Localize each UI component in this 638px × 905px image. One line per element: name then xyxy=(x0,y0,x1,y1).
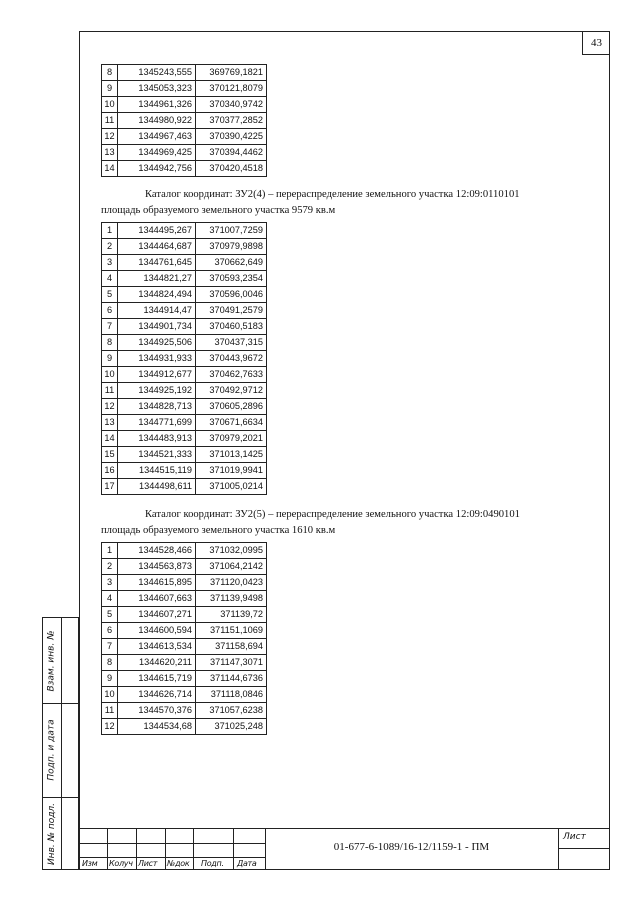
y-coordinate-cell: 371013,1425 xyxy=(196,447,267,463)
x-coordinate-cell: 1344534,68 xyxy=(118,719,196,735)
table-row xyxy=(102,161,267,177)
caption-line: площадь образуемого земельного участка 1610 кв.м xyxy=(101,525,336,536)
point-number-cell: 1 xyxy=(102,543,118,559)
table-row xyxy=(102,239,267,255)
table-row xyxy=(102,655,267,671)
x-coordinate-cell: 1344901,734 xyxy=(118,319,196,335)
point-number-cell: 13 xyxy=(102,145,118,161)
document-code: 01-677-6-1089/16-12/1159-1 - ПМ xyxy=(333,841,490,853)
title-block-row-line xyxy=(558,848,610,849)
table-row xyxy=(102,223,267,239)
y-coordinate-cell: 370979,2021 xyxy=(196,431,267,447)
side-stamp xyxy=(42,617,79,870)
table-row xyxy=(102,399,267,415)
x-coordinate-cell: 1344761,645 xyxy=(118,255,196,271)
point-number-cell: 11 xyxy=(102,703,118,719)
point-number-cell: 5 xyxy=(102,287,118,303)
point-number-cell: 5 xyxy=(102,607,118,623)
y-coordinate-cell: 370121,8079 xyxy=(196,81,267,97)
x-coordinate-cell: 1344771,699 xyxy=(118,415,196,431)
table-row xyxy=(102,447,267,463)
x-coordinate-cell: 1344980,922 xyxy=(118,113,196,129)
y-coordinate-cell: 370377,2852 xyxy=(196,113,267,129)
x-coordinate-cell: 1344570,376 xyxy=(118,703,196,719)
coordinate-table-zu2-5 xyxy=(101,542,267,735)
table-row xyxy=(102,271,267,287)
x-coordinate-cell: 1344821,27 xyxy=(118,271,196,287)
catalog-caption-zu2-5 xyxy=(101,507,591,539)
y-coordinate-cell: 370394,4462 xyxy=(196,145,267,161)
y-coordinate-cell: 371032,0995 xyxy=(196,543,267,559)
table-row xyxy=(102,623,267,639)
x-coordinate-cell: 1344931,933 xyxy=(118,351,196,367)
x-coordinate-cell: 1344969,425 xyxy=(118,145,196,161)
title-block-row-line xyxy=(79,843,265,844)
y-coordinate-cell: 371147,3071 xyxy=(196,655,267,671)
y-coordinate-cell: 370491,2579 xyxy=(196,303,267,319)
table-row xyxy=(102,703,267,719)
y-coordinate-cell: 370492,9712 xyxy=(196,383,267,399)
point-number-cell: 9 xyxy=(102,351,118,367)
table-row xyxy=(102,719,267,735)
table-row xyxy=(102,97,267,113)
vzam-inv-label-cell xyxy=(43,618,61,703)
point-number-cell: 7 xyxy=(102,319,118,335)
coordinate-table-zu2-4 xyxy=(101,222,267,495)
table-row xyxy=(102,687,267,703)
x-coordinate-cell: 1344607,663 xyxy=(118,591,196,607)
page-number: 43 xyxy=(582,31,610,55)
point-number-cell: 12 xyxy=(102,719,118,735)
point-number-cell: 1 xyxy=(102,223,118,239)
table-row xyxy=(102,383,267,399)
table-row xyxy=(102,671,267,687)
coordinate-table-continued xyxy=(101,64,267,177)
x-coordinate-cell: 1344925,192 xyxy=(118,383,196,399)
x-coordinate-cell: 1345243,555 xyxy=(118,65,196,81)
header-podp: Подп. xyxy=(201,859,224,868)
point-number-cell: 6 xyxy=(102,623,118,639)
sign-date-label-cell xyxy=(43,703,61,797)
table-row xyxy=(102,559,267,575)
point-number-cell: 14 xyxy=(102,161,118,177)
point-number-cell: 11 xyxy=(102,383,118,399)
header-ndok: №док xyxy=(167,859,190,868)
y-coordinate-cell: 371064,2142 xyxy=(196,559,267,575)
x-coordinate-cell: 1345053,323 xyxy=(118,81,196,97)
point-number-cell: 2 xyxy=(102,559,118,575)
point-number-cell: 7 xyxy=(102,639,118,655)
title-block-divider xyxy=(558,829,559,870)
side-stamp-divider xyxy=(61,618,62,869)
y-coordinate-cell: 370390,4225 xyxy=(196,129,267,145)
table-row xyxy=(102,113,267,129)
y-coordinate-cell: 371007,7259 xyxy=(196,223,267,239)
y-coordinate-cell: 371139,9498 xyxy=(196,591,267,607)
y-coordinate-cell: 371139,72 xyxy=(196,607,267,623)
point-number-cell: 9 xyxy=(102,671,118,687)
x-coordinate-cell: 1344828,713 xyxy=(118,399,196,415)
header-koluch: Колуч xyxy=(109,859,133,868)
y-coordinate-cell: 371005,0214 xyxy=(196,479,267,495)
y-coordinate-cell: 369769,1821 xyxy=(196,65,267,81)
y-coordinate-cell: 370979,9898 xyxy=(196,239,267,255)
caption-line: площадь образуемого земельного участка 9579 кв.м xyxy=(101,205,336,216)
point-number-cell: 4 xyxy=(102,271,118,287)
point-number-cell: 12 xyxy=(102,129,118,145)
point-number-cell: 11 xyxy=(102,113,118,129)
table-row xyxy=(102,81,267,97)
table-row xyxy=(102,303,267,319)
sheet-label: Лист xyxy=(563,832,586,842)
x-coordinate-cell: 1344942,756 xyxy=(118,161,196,177)
y-coordinate-cell: 371019,9941 xyxy=(196,463,267,479)
x-coordinate-cell: 1344498,611 xyxy=(118,479,196,495)
caption-line: Каталог координат: ЗУ2(4) – перераспределение земельного участка 12:09:0110101 xyxy=(145,189,520,200)
sign-date-label: Подп. и дата xyxy=(47,719,57,781)
x-coordinate-cell: 1344824,494 xyxy=(118,287,196,303)
point-number-cell: 10 xyxy=(102,687,118,703)
x-coordinate-cell: 1344613,534 xyxy=(118,639,196,655)
table-row xyxy=(102,575,267,591)
title-block xyxy=(79,828,610,870)
table-row xyxy=(102,351,267,367)
point-number-cell: 3 xyxy=(102,255,118,271)
x-coordinate-cell: 1344967,463 xyxy=(118,129,196,145)
point-number-cell: 8 xyxy=(102,655,118,671)
x-coordinate-cell: 1344914,47 xyxy=(118,303,196,319)
table-row xyxy=(102,319,267,335)
x-coordinate-cell: 1344912,677 xyxy=(118,367,196,383)
table-row xyxy=(102,145,267,161)
y-coordinate-cell: 370340,9742 xyxy=(196,97,267,113)
table-row xyxy=(102,463,267,479)
y-coordinate-cell: 370460,5183 xyxy=(196,319,267,335)
y-coordinate-cell: 370420,4518 xyxy=(196,161,267,177)
x-coordinate-cell: 1344464,687 xyxy=(118,239,196,255)
table-row xyxy=(102,607,267,623)
y-coordinate-cell: 370593,2354 xyxy=(196,271,267,287)
table-row xyxy=(102,543,267,559)
table-row xyxy=(102,639,267,655)
point-number-cell: 2 xyxy=(102,239,118,255)
y-coordinate-cell: 371120,0423 xyxy=(196,575,267,591)
x-coordinate-cell: 1344521,333 xyxy=(118,447,196,463)
point-number-cell: 17 xyxy=(102,479,118,495)
y-coordinate-cell: 370671,6634 xyxy=(196,415,267,431)
x-coordinate-cell: 1344607,271 xyxy=(118,607,196,623)
x-coordinate-cell: 1344483,913 xyxy=(118,431,196,447)
point-number-cell: 12 xyxy=(102,399,118,415)
table-row xyxy=(102,255,267,271)
title-block-divider xyxy=(107,829,108,870)
table-row xyxy=(102,415,267,431)
y-coordinate-cell: 371025,248 xyxy=(196,719,267,735)
point-number-cell: 4 xyxy=(102,591,118,607)
y-coordinate-cell: 370443,9672 xyxy=(196,351,267,367)
table-row xyxy=(102,65,267,81)
x-coordinate-cell: 1344495,267 xyxy=(118,223,196,239)
header-data: Дата xyxy=(237,859,257,868)
y-coordinate-cell: 371158,694 xyxy=(196,639,267,655)
y-coordinate-cell: 370437,315 xyxy=(196,335,267,351)
y-coordinate-cell: 371057,6238 xyxy=(196,703,267,719)
point-number-cell: 9 xyxy=(102,81,118,97)
x-coordinate-cell: 1344615,719 xyxy=(118,671,196,687)
vzam-inv-label: Взам. инв. № xyxy=(47,629,58,692)
inv-orig-label-cell xyxy=(43,797,61,871)
title-block-divider xyxy=(136,829,137,870)
caption-line: Каталог координат: ЗУ2(5) – перераспределение земельного участка 12:09:0490101 xyxy=(145,509,520,520)
inv-orig-label: Инв. № подл. xyxy=(47,802,57,866)
catalog-caption-zu2-4 xyxy=(101,187,591,219)
table-row xyxy=(102,367,267,383)
point-number-cell: 10 xyxy=(102,97,118,113)
point-number-cell: 10 xyxy=(102,367,118,383)
table-row xyxy=(102,287,267,303)
table-row xyxy=(102,431,267,447)
title-block-divider xyxy=(193,829,194,870)
table-row xyxy=(102,335,267,351)
y-coordinate-cell: 370605,2896 xyxy=(196,399,267,415)
x-coordinate-cell: 1344615,895 xyxy=(118,575,196,591)
y-coordinate-cell: 370462,7633 xyxy=(196,367,267,383)
point-number-cell: 13 xyxy=(102,415,118,431)
y-coordinate-cell: 371151,1069 xyxy=(196,623,267,639)
table-row xyxy=(102,479,267,495)
y-coordinate-cell: 370662,649 xyxy=(196,255,267,271)
header-list: Лист xyxy=(138,859,158,868)
x-coordinate-cell: 1344528,466 xyxy=(118,543,196,559)
x-coordinate-cell: 1344925,506 xyxy=(118,335,196,351)
table-row xyxy=(102,591,267,607)
table-row xyxy=(102,129,267,145)
point-number-cell: 3 xyxy=(102,575,118,591)
header-izm: Изм xyxy=(82,859,98,868)
point-number-cell: 6 xyxy=(102,303,118,319)
x-coordinate-cell: 1344961,326 xyxy=(118,97,196,113)
point-number-cell: 16 xyxy=(102,463,118,479)
point-number-cell: 14 xyxy=(102,431,118,447)
x-coordinate-cell: 1344515,119 xyxy=(118,463,196,479)
title-block-divider xyxy=(233,829,234,870)
point-number-cell: 15 xyxy=(102,447,118,463)
point-number-cell: 8 xyxy=(102,335,118,351)
y-coordinate-cell: 370596,0046 xyxy=(196,287,267,303)
x-coordinate-cell: 1344626,714 xyxy=(118,687,196,703)
x-coordinate-cell: 1344620,211 xyxy=(118,655,196,671)
x-coordinate-cell: 1344563,873 xyxy=(118,559,196,575)
y-coordinate-cell: 371118,0846 xyxy=(196,687,267,703)
title-block-divider xyxy=(165,829,166,870)
x-coordinate-cell: 1344600,594 xyxy=(118,623,196,639)
point-number-cell: 8 xyxy=(102,65,118,81)
y-coordinate-cell: 371144,6736 xyxy=(196,671,267,687)
title-block-row-line xyxy=(79,857,265,858)
